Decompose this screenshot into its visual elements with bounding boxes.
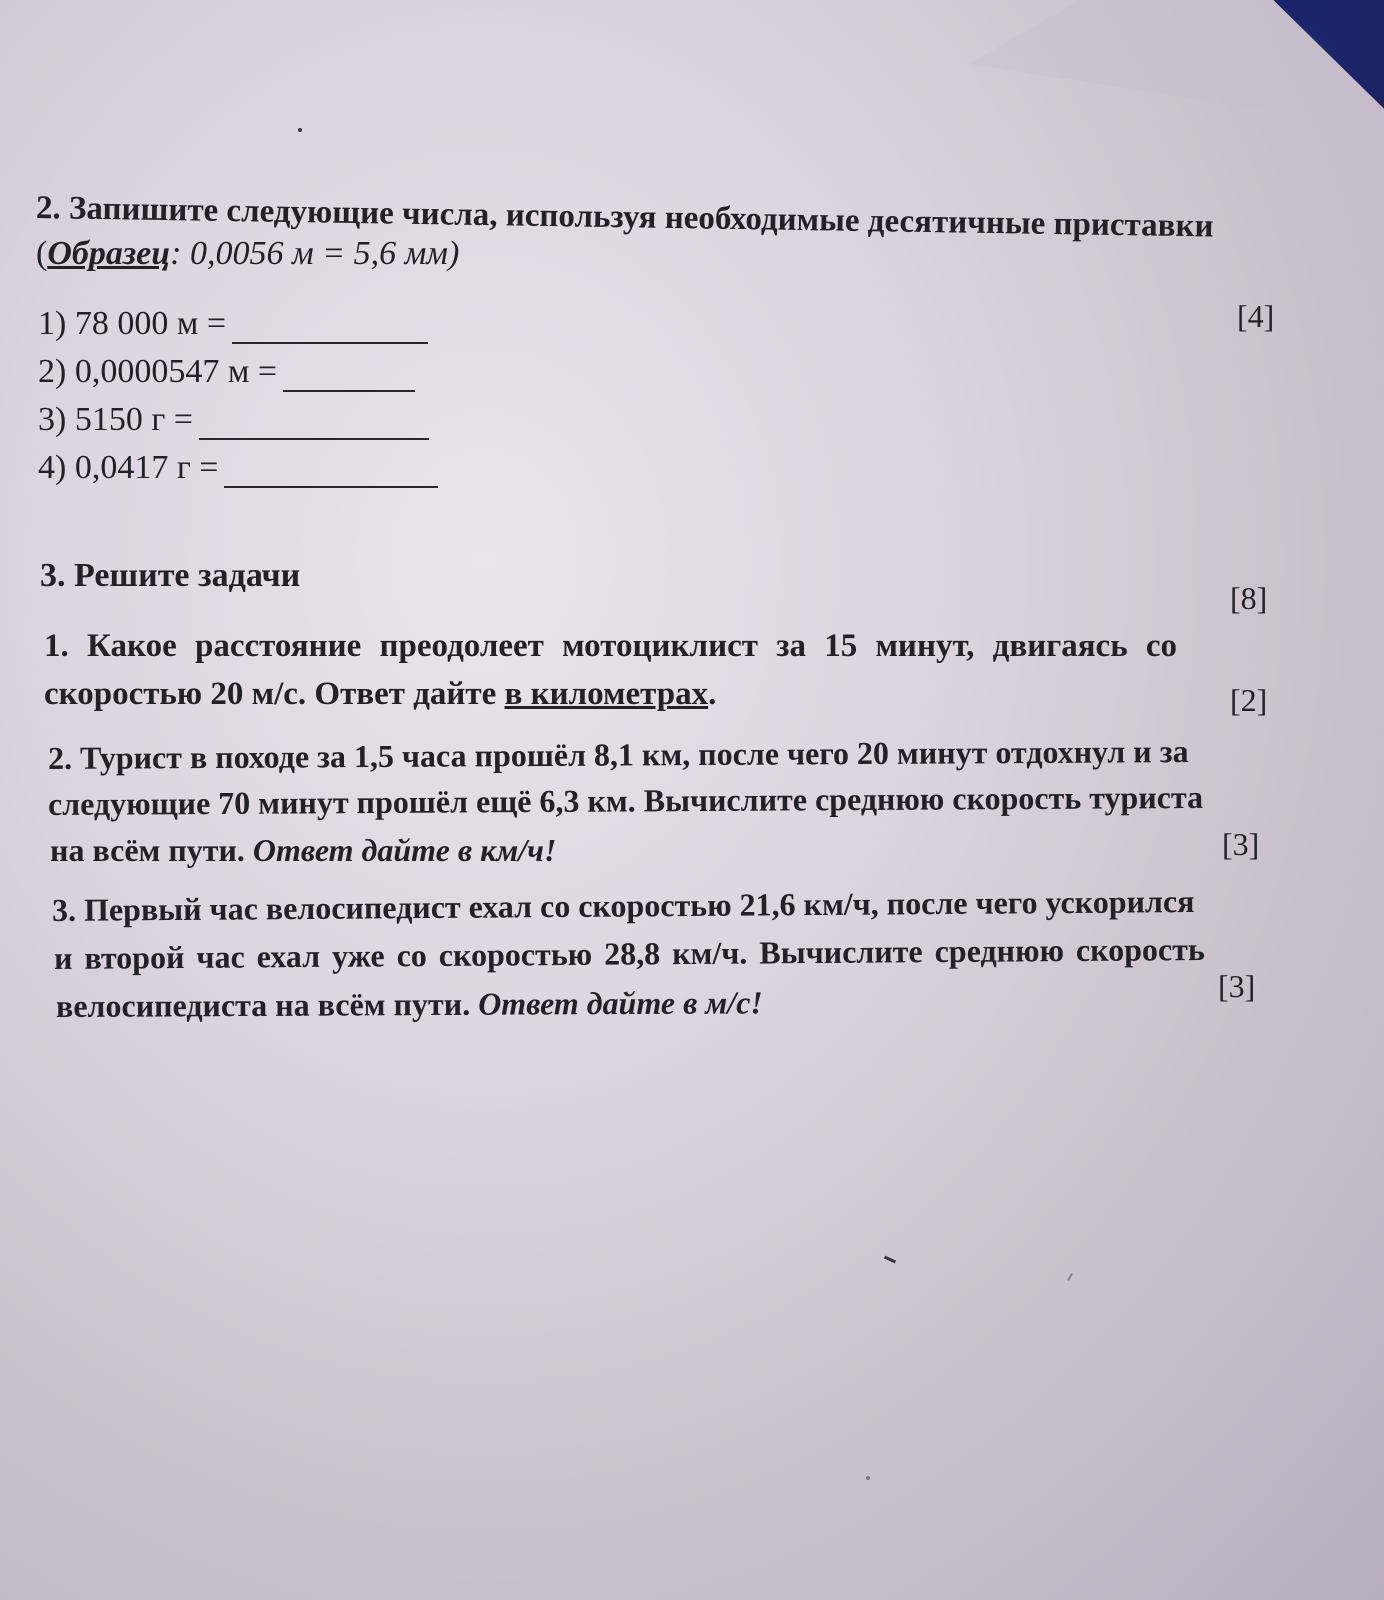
task2-marks: [4] (1237, 298, 1275, 334)
problem-1-line-2 (44, 674, 716, 714)
problem-1-text: скоростью 20 м/с. Ответ дайте (44, 676, 505, 712)
task2-item-4 (38, 448, 438, 488)
problem-3-line-1: 3. Первый час велосипедист ехал со скоростью 21,6 км/ч, после чего ускорился (51, 883, 1195, 928)
problem-2-line-2: следующие 70 минут прошёл ещё 6,3 км. Вычислите среднюю скорость туриста (47, 778, 1204, 822)
task3-header (40, 556, 300, 596)
sample-text: : 0,0056 м = 5,6 мм) (170, 235, 460, 272)
problem-1-line-1: 1. Какое расстояние преодолеет мотоциклист за 15 минут, двигаясь со (44, 628, 1178, 664)
problem-2-line-1: 2. Турист в походе за 1,5 часа прошёл 8,1 км, после чего 20 минут отдохнул и за (47, 733, 1189, 776)
problem-2-text: на всём пути. (50, 832, 253, 868)
problem-2-line-3 (50, 830, 556, 870)
problem-2-marks: [3] (1222, 826, 1260, 862)
task2-item-3 (38, 400, 429, 440)
problem-3-answer-note: Ответ дайте в м/с! (478, 984, 763, 1022)
pencil-mark (1067, 1273, 1073, 1281)
task2-number: 2. (35, 190, 62, 227)
problem-2-answer-note: Ответ дайте в км/ч! (252, 832, 557, 868)
task3-title: Решите задачи (74, 557, 301, 594)
problem-3-line-2: и второй час ехал уже со скоростью 28,8 км/ч. Вычислите среднюю скорость (53, 930, 1205, 976)
answer-blank[interactable] (199, 402, 429, 440)
sample-label: Образец (47, 235, 171, 272)
pencil-mark (884, 1256, 896, 1264)
answer-blank[interactable] (232, 306, 428, 344)
problem-1-underlined: в километрах (504, 676, 709, 712)
task2-item-2 (38, 352, 415, 392)
problem-3-marks: [3] (1218, 968, 1256, 1004)
problem-3-line-3 (56, 982, 763, 1026)
problem-1-period: . (708, 676, 717, 712)
answer-blank[interactable] (224, 450, 438, 488)
item-text: 4) 0,0417 г = (38, 449, 219, 486)
answer-blank[interactable] (283, 354, 415, 392)
task3-number: 3. (40, 557, 66, 594)
problem-3-text: велосипедиста на всём пути. (55, 985, 479, 1024)
task2-title: Запишите следующие числа, используя необходимые десятичные приставки (68, 190, 1214, 245)
ink-speck (298, 128, 302, 132)
sample-open-paren: ( (36, 235, 48, 272)
task2-sample (36, 234, 459, 274)
pencil-mark (866, 1476, 870, 1480)
problem-1-marks: [2] (1230, 682, 1268, 718)
task2-item-1 (38, 304, 428, 344)
item-text: 1) 78 000 м = (38, 305, 227, 342)
item-text: 3) 5150 г = (38, 401, 193, 438)
task3-marks: [8] (1230, 580, 1268, 616)
item-text: 2) 0,0000547 м = (38, 353, 278, 390)
